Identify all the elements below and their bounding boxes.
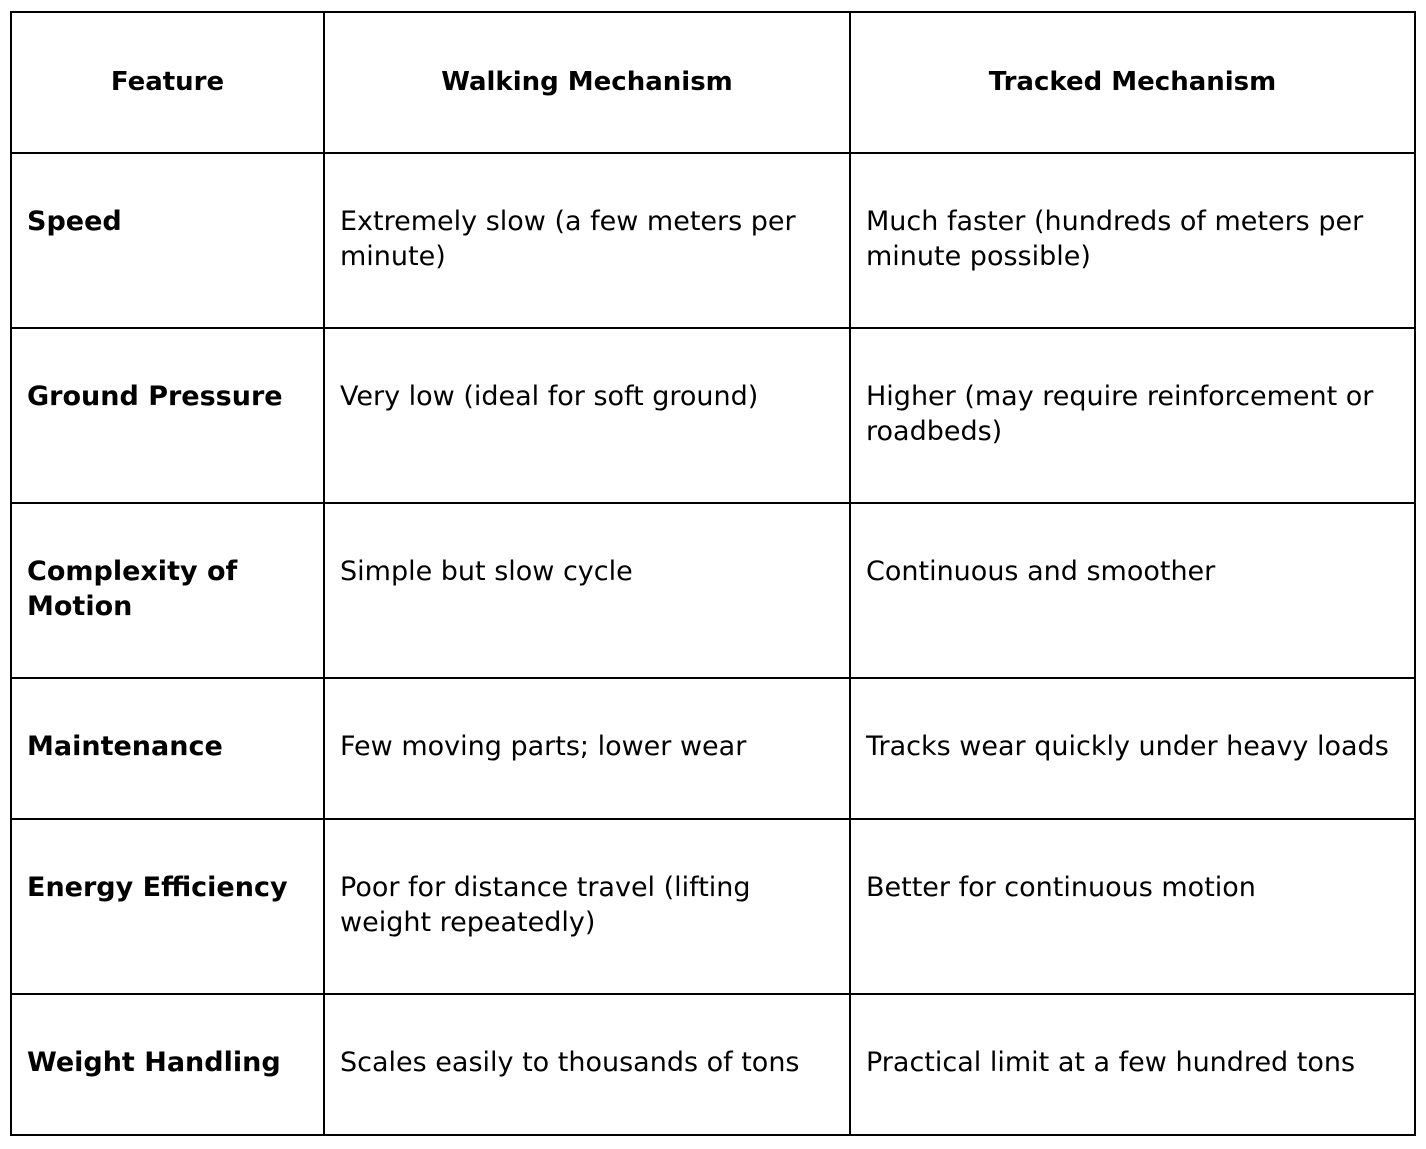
table-row — [11, 678, 1415, 819]
tracked-cell: Higher (may require reinforcement or roadbeds) — [850, 328, 1415, 503]
walking-cell: Extremely slow (a few meters per minute) — [324, 153, 850, 328]
table-row — [11, 328, 1415, 503]
table-header-row — [11, 12, 1415, 153]
feature-cell: Energy Efficiency — [11, 819, 324, 994]
walking-cell: Poor for distance travel (lifting weight repeatedly) — [324, 819, 850, 994]
table-row — [11, 153, 1415, 328]
tracked-cell: Better for continuous motion — [850, 819, 1415, 994]
comparison-table — [10, 11, 1416, 1136]
tracked-cell: Much faster (hundreds of meters per minute possible) — [850, 153, 1415, 328]
tracked-cell: Continuous and smoother — [850, 503, 1415, 678]
feature-cell: Ground Pressure — [11, 328, 324, 503]
header-walking-mechanism: Walking Mechanism — [324, 12, 850, 153]
feature-cell: Maintenance — [11, 678, 324, 819]
table-row — [11, 819, 1415, 994]
tracked-cell: Practical limit at a few hundred tons — [850, 994, 1415, 1135]
walking-cell: Simple but slow cycle — [324, 503, 850, 678]
header-tracked-mechanism: Tracked Mechanism — [850, 12, 1415, 153]
table-row — [11, 994, 1415, 1135]
feature-cell: Complexity of Motion — [11, 503, 324, 678]
walking-cell: Very low (ideal for soft ground) — [324, 328, 850, 503]
walking-cell: Scales easily to thousands of tons — [324, 994, 850, 1135]
tracked-cell: Tracks wear quickly under heavy loads — [850, 678, 1415, 819]
table-row — [11, 503, 1415, 678]
header-feature: Feature — [11, 12, 324, 153]
feature-cell: Speed — [11, 153, 324, 328]
feature-cell: Weight Handling — [11, 994, 324, 1135]
walking-cell: Few moving parts; lower wear — [324, 678, 850, 819]
